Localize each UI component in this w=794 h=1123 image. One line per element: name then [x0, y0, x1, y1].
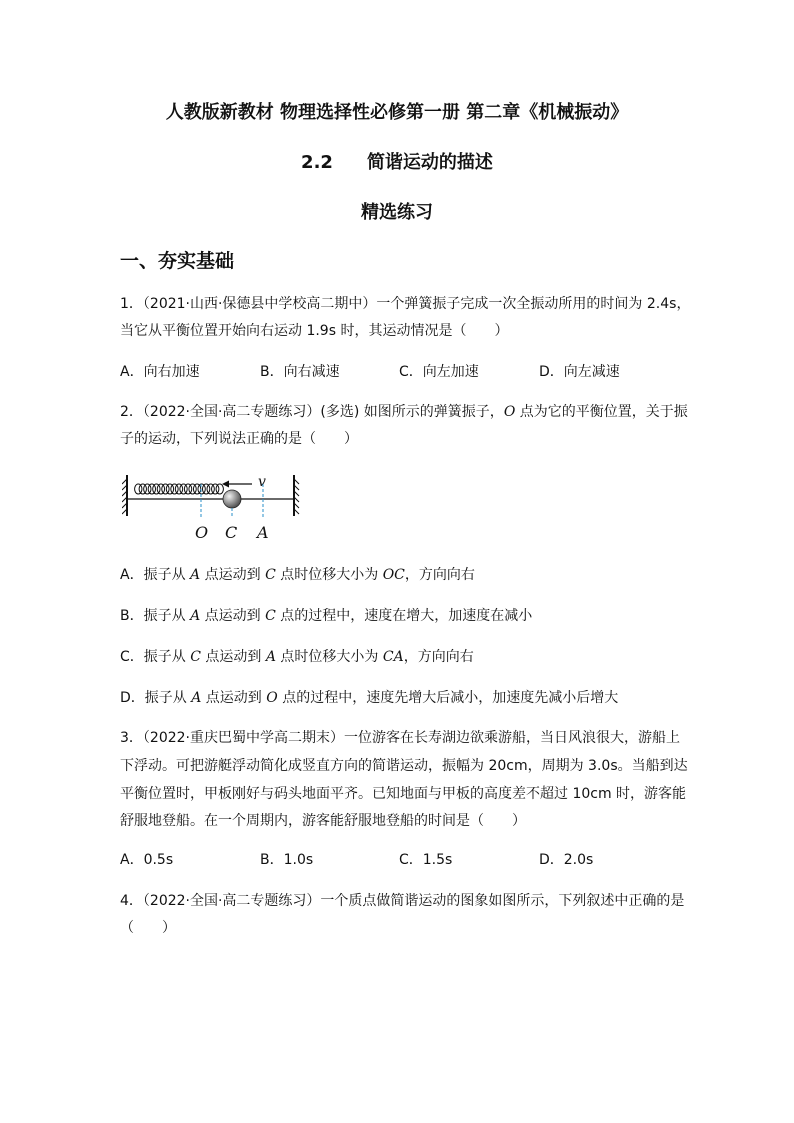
q2-option-d-text: 点的过程中，速度先增大后减小，加速度先减小后增大: [277, 690, 619, 706]
section-title: 简谐运动的描述: [366, 152, 493, 173]
q2-option-c-var: C: [190, 649, 201, 665]
q2-option-b-var: A: [190, 608, 201, 624]
q3-option-c: C．1.5s: [399, 852, 453, 868]
velocity-arrow: [222, 481, 252, 488]
q3-line-1: 3．（2022·重庆巴蜀中学高二期末）一位游客在长寿湖边欲乘游船，当日风浪很大，游船上: [120, 730, 680, 746]
q2-option-d: [120, 688, 680, 708]
q3-line-2: 下浮动。可把游艇浮动简化成竖直方向的简谐运动，振幅为 20cm，周期为 3.0s。当船到达: [120, 758, 688, 774]
q2-point-o: O: [503, 404, 516, 420]
q1-line-1: 1．（2021·山西·保德县中学校高二期中）一个弹簧振子完成一次全振动所用的时间为 2.4s，: [120, 296, 691, 312]
q1-option-a: A．向右加速: [120, 364, 200, 380]
q1-line-2: 当它从平衡位置开始向右运动 1.9s 时，其运动情况是（ ）: [120, 323, 509, 339]
spring: [128, 484, 224, 499]
q1-option-c: C．向左加速: [399, 364, 479, 380]
left-wall: [122, 475, 127, 516]
q2-option-c-text: C．振子从: [120, 649, 191, 665]
q2-option-a-text: 点时位移大小为: [275, 567, 383, 583]
q2-line-1: [120, 402, 688, 422]
q4-line-2: （ ）: [120, 920, 176, 936]
q2-option-c-var: CA: [382, 649, 404, 665]
q2-line-1-text: 2．（2022·全国·高二专题练习）(多选) 如图所示的弹簧振子，: [120, 404, 504, 420]
section-number: 2.2: [301, 152, 333, 173]
point-a-label: A: [257, 523, 269, 542]
q3-line-3: 平衡位置时，甲板刚好与码头地面平齐。已知地面与甲板的高度差不超过 10cm 时，游客能: [120, 786, 687, 802]
point-c-label: C: [225, 523, 238, 542]
q2-option-c-var: A: [265, 649, 276, 665]
q2-option-d-var: A: [191, 690, 202, 706]
q2-option-c-text: ，方向向右: [403, 649, 474, 665]
q2-option-c: [120, 647, 680, 667]
q2-option-d-text: 点运动到: [201, 690, 267, 706]
point-o-label: O: [195, 523, 209, 542]
spring-oscillator-figure: [122, 470, 312, 544]
q2-option-d-var: O: [266, 690, 278, 706]
q2-option-a-text: A．振子从: [120, 567, 191, 583]
q1-option-b: B．向右减速: [260, 364, 340, 380]
document-title: 人教版新教材 物理选择性必修第一册 第二章《机械振动》: [165, 102, 629, 123]
velocity-label: v: [258, 474, 266, 490]
q2-option-c-text: 点时位移大小为: [275, 649, 383, 665]
document-subtitle: 精选练习: [361, 202, 433, 223]
right-wall: [294, 475, 299, 516]
q3-option-a: A．0.5s: [120, 852, 174, 868]
q2-option-b-text: 点运动到: [200, 608, 266, 624]
q2-option-c-text: 点运动到: [200, 649, 266, 665]
q3-line-4: 舒服地登船。在一个周期内，游客能舒服地登船的时间是（ ）: [120, 813, 526, 829]
q1-option-d: D．向左减速: [539, 364, 620, 380]
q2-option-a-var: A: [190, 567, 201, 583]
q3-option-b: B．1.0s: [260, 852, 314, 868]
q2-option-d-text: D．振子从: [120, 690, 192, 706]
q2-option-b-text: 点的过程中，速度在增大，加速度在减小: [275, 608, 533, 624]
q2-option-a-text: 点运动到: [200, 567, 266, 583]
q2-line-1-text-b: 点为它的平衡位置，关于振: [515, 404, 688, 420]
part-heading: 一、夯实基础: [120, 250, 235, 272]
q2-option-b-var: C: [265, 608, 276, 624]
q2-option-b: [120, 606, 680, 626]
q4-line-1: 4．（2022·全国·高二专题练习）一个质点做简谐运动的图象如图所示，下列叙述中正确的是: [120, 893, 685, 909]
q2-option-b-text: B．振子从: [120, 608, 191, 624]
section-heading: [0, 148, 794, 174]
q3-option-d: D．2.0s: [539, 852, 594, 868]
q2-option-a: [120, 565, 680, 585]
q2-option-a-var: C: [265, 567, 276, 583]
q2-line-2: 子的运动，下列说法正确的是（ ）: [120, 431, 358, 447]
oscillator-ball: [223, 490, 241, 508]
q2-option-a-var: OC: [382, 567, 405, 583]
q2-option-a-text: ，方向向右: [404, 567, 475, 583]
